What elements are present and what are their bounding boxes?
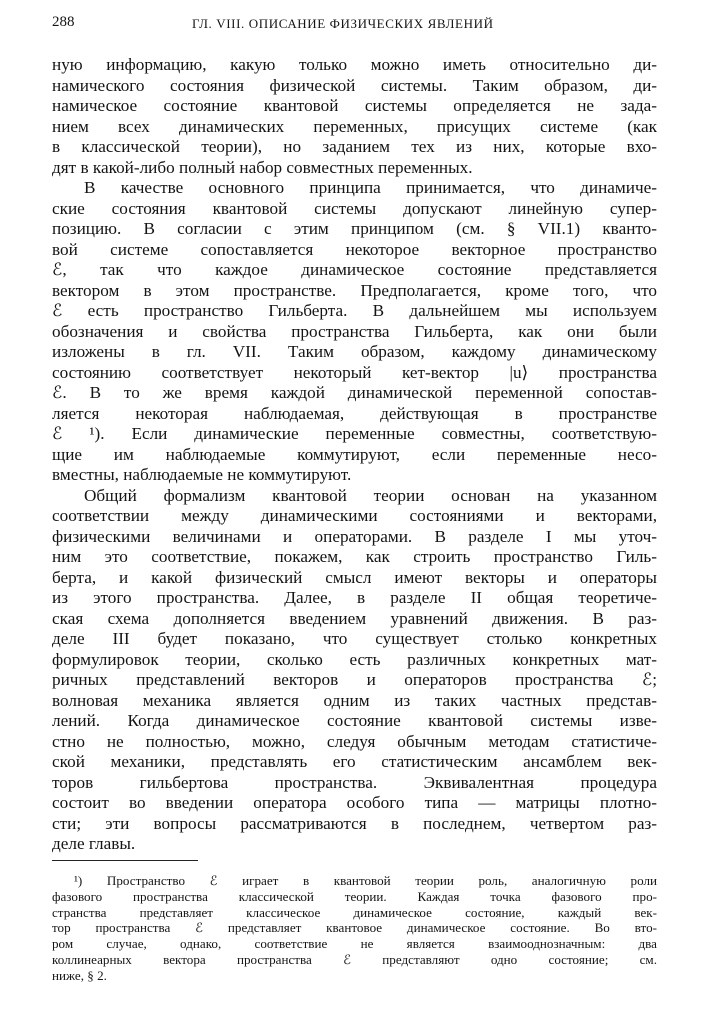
text-line: В качестве основного принципа принимается, что динамиче- [84,178,657,197]
text-line: ℰ есть пространство Гильберта. В дальнейшем мы используем [52,301,657,320]
text-line: вместны, наблюдаемые не коммутируют. [52,465,352,484]
text-line: изложены в гл. VII. Таким образом, каждому динамическому [52,342,657,361]
main-text [52,55,657,855]
text-line: ℰ ¹). Если динамические переменные совместны, соответствую- [52,424,657,443]
text-line: физическими величинами и операторами. В разделе I мы уточ- [52,526,657,546]
text-line: ℰ. В то же время каждой динамической переменной сопостав- [52,383,657,402]
text-line: из этого пространства. Далее, в разделе II общая теоретиче- [52,588,657,607]
text-line: торов гильбертова пространства. Эквивалентная процедура [52,772,657,792]
text-line: деле главы. [52,834,136,853]
text-line: ним это соответствие, покажем, как строить пространство Гиль- [52,547,657,566]
text-line: состоит во введении оператора особого типа — матрицы плотно- [52,793,657,812]
page-header [52,14,652,38]
text-line: деле III будет показано, что существует столько конкретных [52,629,657,648]
text-line: соответствии между динамическими состояниями и векторами, [52,506,657,525]
footnote-line: фазового пространства классической теории. Каждая точка фазового про- [52,888,657,904]
footnotes [52,873,657,984]
text-line: ричных представлений векторов и операторов пространства ℰ; [52,670,657,689]
text-line: дят в какой-либо полный набор совместных переменных. [52,157,473,177]
page-number: 288 [52,14,75,30]
text-line: формулировок теории, сколько есть различных конкретных мат- [52,649,657,669]
text-line: ляется некоторая наблюдаемая, действующая в пространстве [52,403,657,423]
footnote-line: ¹) Пространство ℰ играет в квантовой теории роль, аналогичную роли [74,873,657,888]
footnote-line: ром случае, однако, соответствие не является взаимооднозначным: два [52,936,657,952]
text-line: берта, и какой физический смысл имеют векторы и операторы [52,567,657,587]
footnote-line: странства представляет классическое динамическое состояние, каждый век- [52,904,657,920]
text-line: ская схема дополняется введением уравнений движения. В раз- [52,608,657,628]
running-head: ГЛ. VIII. ОПИСАНИЕ ФИЗИЧЕСКИХ ЯВЛЕНИЙ [192,16,494,31]
footnote-line: тор пространства ℰ представляет квантовое динамическое состояние. Во вто- [52,920,657,936]
text-line: ские состояния квантовой системы допускают линейную супер- [52,198,657,218]
text-line: позицию. В согласии с этим принципом (см. § VII.1) кванто- [52,219,657,238]
text-line: обозначения и свойства пространства Гильберта, как они были [52,321,657,341]
text-line: щие им наблюдаемые коммутируют, если переменные несо- [52,444,657,464]
text-line: стно не полностью, можно, следуя обычным методам статистиче- [52,731,657,751]
text-line: Общий формализм квантовой теории основан на указанном [84,485,657,505]
text-line: намического состояния физической системы. Таким образом, ди- [52,75,657,95]
text-line: лений. Когда динамическое состояние квантовой системы изве- [52,711,657,730]
text-line: состоянию соответствует некоторый кет-вектор |u⟩ пространства [52,362,657,382]
text-line: вой системе сопоставляется некоторое векторное пространство [52,239,657,259]
text-line: в классической теории), но заданием тех из них, которые вхо- [52,137,657,156]
text-line: ную информацию, какую только можно иметь относительно ди- [52,55,657,74]
text-line: волновая механика является одним из таких частных представ- [52,690,657,710]
text-line: вектором в этом пространстве. Предполагается, кроме того, что [52,280,657,300]
text-line: ской механики, представлять его статистическим ансамблем век- [52,752,657,771]
footnote-line: коллинеарных вектора пространства ℰ представляют одно состояние; см. [52,951,657,967]
footnote-divider [52,860,198,861]
text-line: нием всех динамических переменных, присущих системе (как [52,116,657,136]
text-line: сти; эти вопросы рассматриваются в последнем, четвертом раз- [52,813,657,833]
text-line: ℰ, так что каждое динамическое состояние представляется [52,260,657,279]
text-line: намическое состояние квантовой системы определяется не зада- [52,96,657,115]
footnote-line: ниже, § 2. [52,967,107,983]
